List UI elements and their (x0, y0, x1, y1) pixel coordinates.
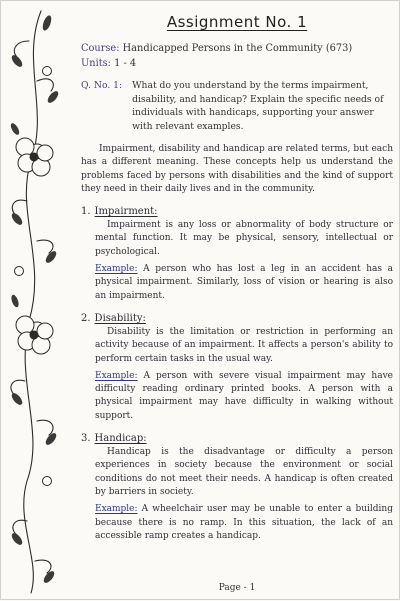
section-example (81, 503, 393, 543)
course-value: Handicapped Persons in the Community (673) (122, 43, 353, 54)
section-definition: Disability is the limitation or restriction in performing an activity because of an impairment. It affects a person's ability to perform certain tasks in the usual way. (95, 326, 393, 364)
units-value: 1 - 4 (114, 58, 137, 69)
section-title: Impairment: (94, 206, 158, 218)
section-heading (81, 206, 393, 217)
example-text: A wheelchair user may be unable to enter a building because there is no ramp. In this situation, the lack of an accessible ramp creates a handicap. (95, 504, 393, 541)
page-title: Assignment No. 1 (166, 13, 308, 31)
section-impairment (81, 206, 393, 303)
section-heading (81, 433, 393, 444)
question (81, 79, 393, 133)
section-handicap (81, 433, 393, 543)
page-number: Page - 1 (218, 583, 256, 593)
example-label: Example: (95, 370, 138, 381)
section-heading (81, 313, 393, 324)
section-number: 2. (81, 312, 91, 324)
section-number: 1. (81, 206, 91, 218)
question-text: What do you understand by the terms impairment, disability, and handicap? Explain the specific needs of individuals with handicaps, supporting your answer with relevant examples. (132, 80, 384, 132)
section-number: 3. (81, 433, 91, 445)
floral-vine-icon (1, 1, 73, 601)
section-example (81, 263, 393, 303)
section-disability (81, 313, 393, 423)
example-label: Example: (95, 504, 138, 515)
units-label: Units: (81, 58, 111, 69)
section-definition: Impairment is any loss or abnormality of body structure or mental function. It may be physical, sensory, intellectual or psychological. (95, 220, 393, 257)
section-example (81, 370, 393, 423)
section-definition: Handicap is the disadvantage or difficulty a person experiences in society because the environment or social conditions do not meet their needs. A handicap is often created by barriers in society. (95, 447, 393, 497)
section-title: Handicap: (94, 433, 147, 445)
question-label: Q. No. 1: (81, 80, 123, 91)
course-meta (81, 41, 393, 71)
intro-paragraph: Impairment, disability and handicap are related terms, but each has a different meaning. These concepts help us understand the problems faced by persons with disabilities and the kind of support they need in their daily lives and in the community. (81, 144, 393, 194)
section-title: Disability: (94, 312, 146, 324)
course-line (81, 41, 393, 56)
assignment-content (81, 9, 393, 595)
example-text: A person with severe visual impairment may have difficulty reading ordinary printed books. A person with a physical impairment may have difficulty in walking without support. (95, 370, 393, 421)
units-line (81, 56, 393, 71)
example-label: Example: (95, 264, 138, 275)
example-text: A person who has lost a leg in an accident has a physical impairment. Similarly, loss of vision or hearing is also an impairment. (95, 264, 393, 301)
course-label: Course: (81, 43, 120, 54)
